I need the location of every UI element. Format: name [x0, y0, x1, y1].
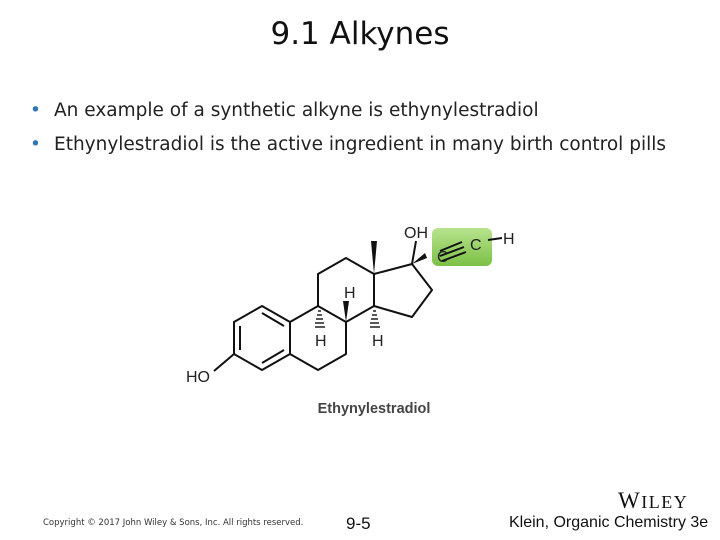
bullet-item [30, 128, 666, 162]
slide-title: 9.1 Alkynes [270, 16, 450, 52]
atom-label-h: H [344, 285, 356, 302]
atom-label-ho: HO [186, 369, 210, 386]
wiley-logo [618, 488, 688, 514]
atom-label-c: C [470, 237, 482, 254]
bullet-text: Ethynylestradiol is the active ingredient in many birth control pills [54, 134, 667, 155]
bullet-list [30, 94, 666, 162]
bullet-item [30, 94, 666, 128]
bullet-icon: • [30, 100, 41, 121]
ring-a-bond [234, 306, 290, 370]
h-wedge [343, 301, 349, 322]
oh-bond [412, 241, 416, 264]
hashed-bonds [315, 311, 380, 327]
ring-a-inner-bond [262, 350, 284, 363]
logo-rest: ILEY [641, 492, 689, 512]
atom-label-h: H [372, 333, 384, 350]
ring-a-inner-bond [262, 313, 284, 326]
copyright-notice: Copyright © 2017 John Wiley & Sons, Inc. All rights reserved. [43, 518, 304, 528]
ring-d-bond [374, 264, 432, 317]
atom-label-h: H [315, 333, 327, 350]
atom-label-c: C [437, 249, 449, 266]
ho-bond [214, 354, 234, 371]
bullet-text: An example of a synthetic alkyne is ethynylestradiol [54, 100, 539, 121]
methyl-wedge [371, 241, 377, 274]
bullet-icon: • [30, 134, 41, 155]
logo-first-letter: W [618, 488, 642, 513]
page-number: 9-5 [346, 514, 371, 533]
figure-caption: Ethynylestradiol [317, 401, 431, 417]
atom-label-h: H [503, 231, 515, 248]
atom-label-oh: OH [404, 225, 428, 242]
ethynylestradiol-structure [175, 210, 535, 430]
book-citation: Klein, Organic Chemistry 3e [509, 514, 709, 531]
